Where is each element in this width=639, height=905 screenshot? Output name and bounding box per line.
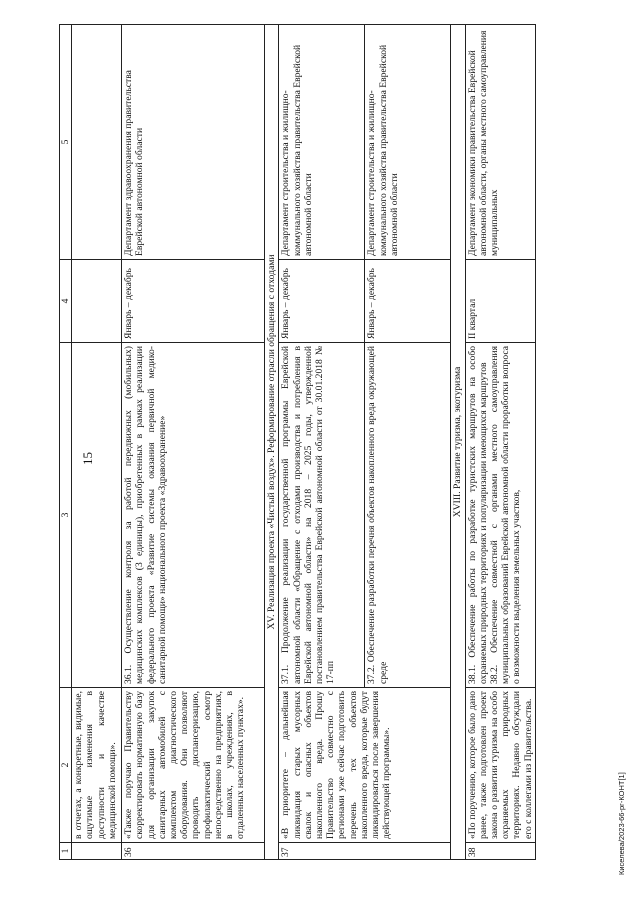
page-number: 15 <box>80 452 95 465</box>
table-row-36 <box>122 25 265 860</box>
section-title: XV. Реализация проекта «Чистый воздух». Реформирование отрасли обращения с отходами <box>265 25 279 860</box>
row-number: 38 <box>465 843 535 860</box>
term-cell: II квартал <box>465 260 535 343</box>
header-cell: 5 <box>60 25 72 260</box>
table-row-38 <box>465 25 535 860</box>
responsible-cell: Департамент здравоохранения правительства Еврейской автономной области <box>122 25 265 260</box>
header-cell: 3 <box>60 343 72 688</box>
plan-table <box>59 24 536 860</box>
term-cell: Январь – декабрь <box>279 260 365 343</box>
table-row-continuation <box>72 25 122 860</box>
header-cell: 4 <box>60 260 72 343</box>
quote-cell: в отчетах, а конкретные, видимые, ощутимые изменения в доступности и качестве медицинской помощи». <box>72 688 122 843</box>
quote-cell: «Также поручаю Правительству скорректировать нормативную базу для организации закупок санитарных автомобилей с комплектом диагностического оборудования. Они позволяют проводить диспансеризацию, профилактический осмотр непосредственно на предприятиях, в школах, учреждениях, в отдаленных населенных пунктах». <box>122 688 265 843</box>
header-row <box>60 25 72 860</box>
responsible-cell <box>72 25 122 260</box>
row-number: 37 <box>279 843 451 860</box>
table-row-37 <box>279 25 365 860</box>
quote-cell: «В приоритете – дальнейшая ликвидация старых мусорных свалок и опасных объектов накопленного вреда. Прошу Правительство совместно с регионами уже сейчас подготовить перечень тех объектов накопленного вреда, которые будут ликвидироваться после завершения действующей программы». <box>279 688 451 843</box>
measure-cell: 36.1. Осуществление контроля за работой передвижных (мобильных) медицинских комплексов (3 единицы), приобретенных в рамках реализации федерального проекта «Развитие системы оказания первичной медико-санитарной помощи» национального проекта «Здравоохранение» <box>122 343 265 688</box>
measure-cell <box>72 343 122 688</box>
term-cell: Январь – декабрь <box>365 260 451 343</box>
section-title: XVIII. Развитие туризма, экотуризма <box>451 25 465 860</box>
header-cell: 2 <box>60 688 72 843</box>
measure-item: 38.1. Обеспечение работы по разработке туристских маршрутов на особо охраняемых природных территориях и популяризации имеющихся маршрутов <box>466 346 489 684</box>
term-cell <box>72 260 122 343</box>
footer-code: Киселева/2023-66-рг-КОНТ[1] <box>617 772 626 875</box>
responsible-cell: Департамент экономики правительства Еврейской автономной области, органы местного самоуправления муниципальных <box>465 25 535 260</box>
measure-item: 38.2. Обеспечение совместной с органами местного самоуправления муниципальных образований Еврейской автономной области проработки вопроса о возможности выделения земельных участков, <box>489 346 523 684</box>
row-number: 36 <box>122 843 265 860</box>
term-cell: Январь – декабрь <box>122 260 265 343</box>
section-row <box>451 25 465 860</box>
responsible-cell: Департамент строительства и жилищно-коммунального хозяйства правительства Еврейской автономной области <box>365 25 451 260</box>
measure-cell: 37.1. Продолжение реализации государственной программы Еврейской автономной области «Обращение с отходами производства и потребления в Еврейской автономной области» на 2018 – 2025 годы, утвержденной постановлением правительства Еврейской автономной области от 30.01.2018 № 17-пп <box>279 343 365 688</box>
quote-cell: «По поручению, которое было дано ранее, также подготовлен проект закона о развитии туризма на особо охраняемых природных территориях. Недавно обсуждали его с коллегами из Правительства. <box>465 688 535 843</box>
measure-cell: 37.2. Обеспечение разработки перечня объектов накопленного вреда окружающей среде <box>365 343 451 688</box>
responsible-cell: Департамент строительства и жилищно-коммунального хозяйства правительства Еврейской автономной области <box>279 25 365 260</box>
measure-cell <box>465 343 535 688</box>
section-row <box>265 25 279 860</box>
header-cell: 1 <box>60 843 72 860</box>
